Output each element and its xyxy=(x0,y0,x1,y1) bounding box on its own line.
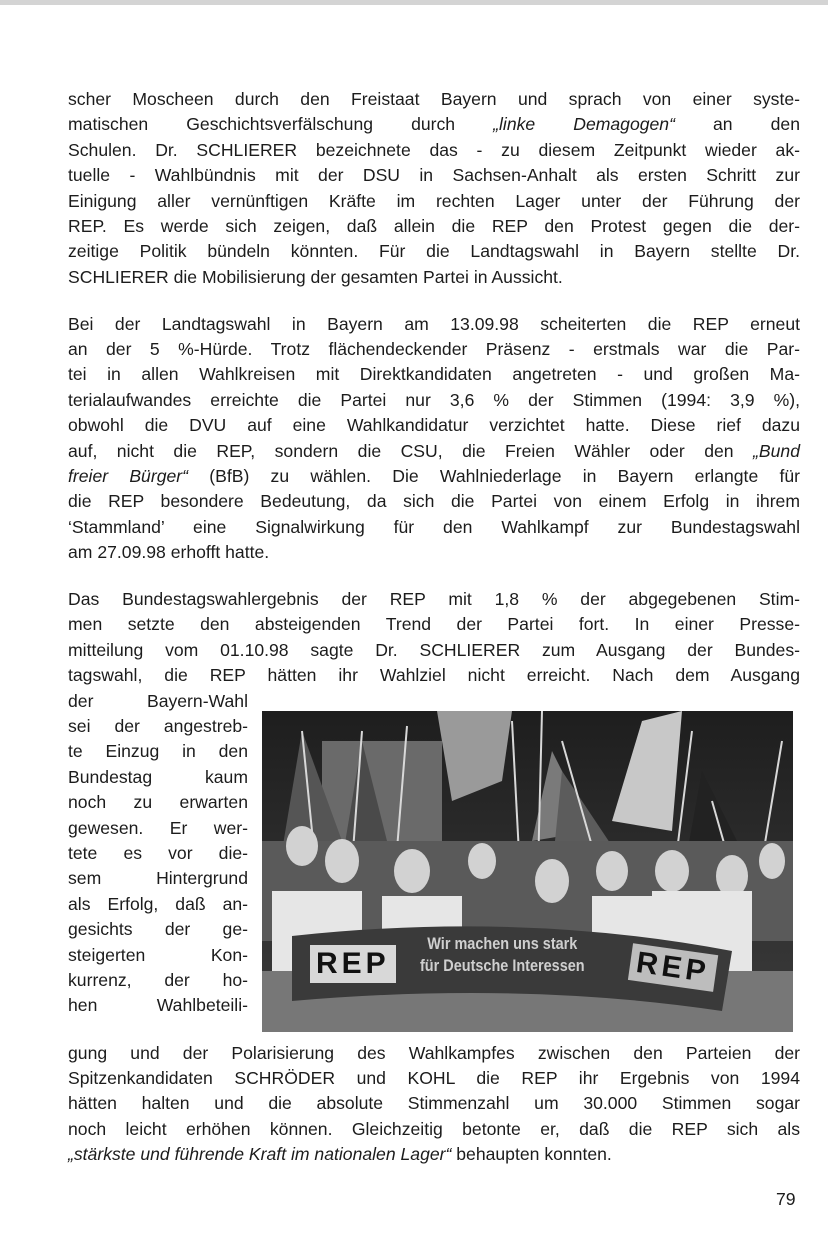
banner-logo-left-text: REP xyxy=(310,945,396,983)
text-segment: sei der angestreb- xyxy=(68,715,248,736)
text-line xyxy=(68,968,248,993)
text-line xyxy=(68,87,800,112)
text-line xyxy=(68,515,800,540)
text-line xyxy=(68,540,800,565)
text-line xyxy=(68,790,248,815)
italic-quote: freier Bürger“ xyxy=(68,465,188,486)
banner-logo-left xyxy=(310,945,396,983)
text-line xyxy=(68,638,800,663)
text-line xyxy=(68,413,800,438)
text-line xyxy=(68,112,800,137)
text-line xyxy=(68,1142,800,1167)
text-segment: hen Wahlbeteili- xyxy=(68,995,248,1016)
text-segment: Bei der Landtagswahl in Bayern am 13.09.98 scheiterten die REP erneut xyxy=(68,313,800,334)
text-line xyxy=(68,464,800,489)
banner-logo-right-text: REP xyxy=(628,943,718,992)
text-segment: terialaufwandes erreichte die Partei nur 3,6 % der Stimmen (1994: 3,9 %), xyxy=(68,389,800,410)
text-segment: (BfB) zu wählen. Die Wahlniederlage in Bayern erlangte für xyxy=(188,465,801,486)
text-segment: SCHLIERER die Mobilisierung der gesamten Partei in Aussicht. xyxy=(68,266,563,287)
text-line xyxy=(68,214,800,239)
text-line xyxy=(68,841,248,866)
text-segment: Spitzenkandidaten SCHRÖDER und KOHL die REP ihr Ergebnis von 1994 xyxy=(68,1068,800,1089)
text-line xyxy=(68,388,800,413)
text-line xyxy=(68,917,248,942)
text-segment: behaupten konnten. xyxy=(451,1144,612,1165)
text-segment: an den xyxy=(674,114,800,135)
text-line xyxy=(68,714,248,739)
scan-edge xyxy=(0,0,828,5)
paragraph xyxy=(68,312,800,566)
text-segment: Schulen. Dr. SCHLIERER bezeichnete das - zu diesem Zeitpunkt wieder ak- xyxy=(68,139,800,160)
banner-slogan-line1: Wir machen uns stark xyxy=(427,934,578,953)
text-segment: obwohl die DVU auf eine Wahlkandidatur verzichtet hatte. Diese rief dazu xyxy=(68,415,800,436)
text-segment: gesichts der ge- xyxy=(68,919,248,940)
text-line xyxy=(68,138,800,163)
text-segment: kurrenz, der ho- xyxy=(68,969,248,990)
text-segment: sem Hintergrund xyxy=(68,868,248,889)
demonstration-photo xyxy=(262,711,793,1032)
text-segment: auf, nicht die REP, sondern die CSU, die Freien Wähler oder den xyxy=(68,440,754,461)
text-line xyxy=(68,689,248,714)
text-segment: gung und der Polarisierung des Wahlkampfes zwischen den Parteien der xyxy=(68,1042,800,1063)
text-segment: tuelle - Wahlbündnis mit der DSU in Sachsen-Anhalt als ersten Schritt zur xyxy=(68,165,800,186)
text-segment: gewesen. Er wer- xyxy=(68,817,248,838)
text-segment: tete es vor die- xyxy=(68,842,248,863)
text-segment: matischen Geschichtsverfälschung durch xyxy=(68,114,494,135)
text-line xyxy=(68,816,248,841)
text-segment: an der 5 %-Hürde. Trotz flächendeckender Präsenz - erstmals war die Par- xyxy=(68,339,800,360)
italic-quote: „Bund xyxy=(753,440,800,461)
text-segment: am 27.09.98 erhofft hatte. xyxy=(68,542,270,563)
text-line xyxy=(68,1041,800,1066)
text-line xyxy=(68,663,800,688)
text-line xyxy=(68,1091,800,1116)
text-segment: scher Moscheen durch den Freistaat Bayern und sprach von einer syste- xyxy=(68,89,800,109)
italic-quote: „linke Demagogen“ xyxy=(493,114,675,135)
text-line xyxy=(68,612,800,637)
text-line xyxy=(68,189,800,214)
text-line xyxy=(68,892,248,917)
text-segment: ‘Stammland’ eine Signalwirkung für den Wahlkampf zur Bundestagswahl xyxy=(68,516,800,537)
text-line xyxy=(68,739,248,764)
text-line xyxy=(68,362,800,387)
text-segment: REP. Es werde sich zeigen, daß allein die REP den Protest gegen die der- xyxy=(68,215,800,236)
text-line xyxy=(68,1066,800,1091)
text-segment: zeitige Politik bündeln könnten. Für die Landtagswahl in Bayern stellte Dr. xyxy=(68,241,800,262)
banner-slogan xyxy=(420,933,585,977)
text-line xyxy=(68,439,800,464)
text-line xyxy=(68,866,248,891)
text-line xyxy=(68,163,800,188)
text-line xyxy=(68,312,800,337)
text-segment: Bundestag kaum xyxy=(68,766,248,787)
text-line xyxy=(68,265,800,290)
text-line xyxy=(68,337,800,362)
text-segment: hätten halten und die absolute Stimmenzahl um 30.000 Stimmen sogar xyxy=(68,1093,800,1114)
text-line xyxy=(68,489,800,514)
italic-quote: „stärkste und führende Kraft im nationalen Lager“ xyxy=(68,1144,452,1165)
text-segment: Das Bundestagswahlergebnis der REP mit 1,8 % der abgegebenen Stim- xyxy=(68,589,800,610)
text-line xyxy=(68,587,800,612)
text-segment: noch leicht erhöhen können. Gleichzeitig betonte er, daß die REP sich als xyxy=(68,1118,800,1139)
text-segment: tei in allen Wahlkreisen mit Direktkandidaten angetreten - und großen Ma- xyxy=(68,364,800,385)
text-line xyxy=(68,943,248,968)
text-segment: Einigung aller vernünftigen Kräfte im rechten Lager unter der Führung der xyxy=(68,190,800,211)
text-segment: te Einzug in den xyxy=(68,741,248,762)
page-number: 79 xyxy=(776,1189,796,1209)
text-line xyxy=(68,1117,800,1142)
text-segment: steigerten Kon- xyxy=(68,944,248,965)
banner-slogan-line2: für Deutsche Interessen xyxy=(420,956,585,975)
text-segment: der Bayern-Wahl xyxy=(68,690,248,711)
text-segment: als Erfolg, daß an- xyxy=(68,893,248,914)
text-line xyxy=(68,993,248,1018)
text-segment: noch zu erwarten xyxy=(68,792,248,813)
text-line xyxy=(68,239,800,264)
text-segment: tagswahl, die REP hätten ihr Wahlziel nicht erreicht. Nach dem Ausgang xyxy=(68,665,800,686)
text-segment: mitteilung vom 01.10.98 sagte Dr. SCHLIERER zum Ausgang der Bundes- xyxy=(68,639,800,660)
text-segment: men setzte den absteigenden Trend der Partei fort. In einer Presse- xyxy=(68,614,800,635)
paragraph xyxy=(68,87,800,290)
text-segment: die REP besondere Bedeutung, da sich die Partei von einem Erfolg in ihrem xyxy=(68,491,800,512)
text-line xyxy=(68,765,248,790)
